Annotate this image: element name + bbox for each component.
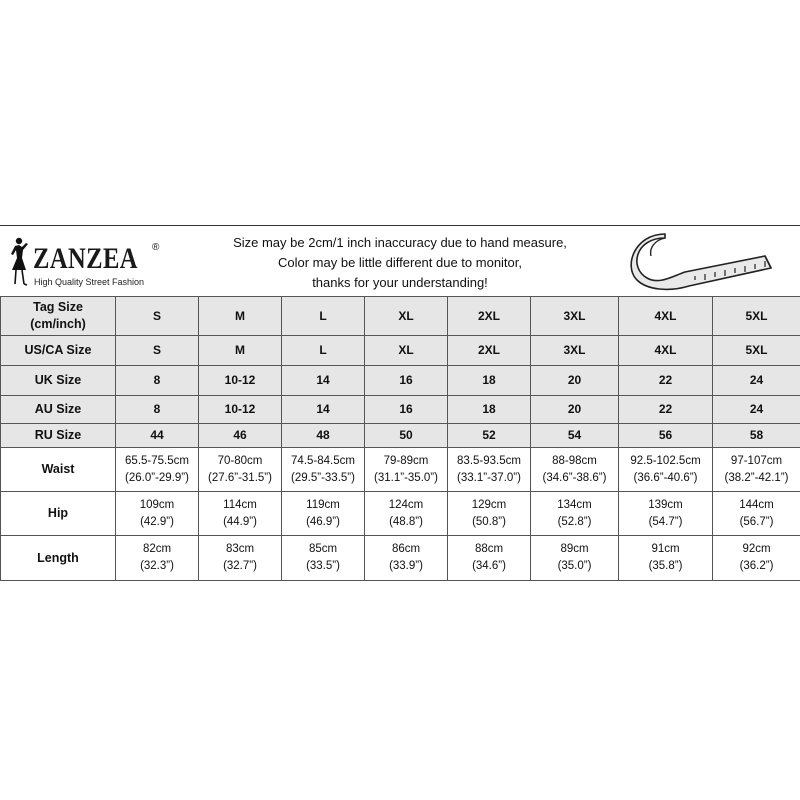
table-cell: 14	[282, 366, 365, 396]
table-cell: 16	[365, 396, 448, 424]
cell-text: (31.1”-35.0”)	[374, 471, 438, 484]
cell-text: 129cm	[471, 498, 507, 511]
table-cell	[365, 448, 448, 492]
table-cell: 10-12	[199, 396, 282, 424]
cell-text: 92.5-102.5cm	[630, 454, 701, 467]
cell-text: 114cm	[223, 498, 257, 511]
table-cell	[365, 536, 448, 581]
cell-text: 124cm	[388, 498, 424, 511]
cell-text: (33.1”-37.0”)	[457, 471, 521, 484]
row-header-text: Hip	[47, 506, 69, 520]
cell-text: (42.9”)	[140, 515, 174, 528]
cell-text: (46.9”)	[306, 515, 340, 528]
cell-text: (50.8”)	[472, 515, 506, 528]
cell-text: (33.9”)	[389, 560, 423, 572]
measuring-tape-icon	[625, 228, 775, 292]
cell-text: 139cm	[648, 498, 683, 511]
cell-text: 86cm	[391, 543, 421, 555]
table-row	[1, 297, 800, 336]
cell-text: 134cm	[557, 498, 592, 511]
cell-text: 91cm	[651, 543, 680, 555]
table-cell: 16	[365, 366, 448, 396]
size-table	[0, 296, 800, 581]
table-cell: 44	[116, 424, 199, 448]
table-cell	[713, 448, 800, 492]
table-cell: 56	[619, 424, 713, 448]
table-cell: 2XL	[448, 297, 531, 336]
table-cell: 2XL	[448, 336, 531, 366]
table-cell: XL	[365, 297, 448, 336]
table-cell: 24	[713, 396, 800, 424]
row-header	[1, 396, 116, 424]
cell-text: (56.7”)	[739, 515, 774, 528]
cell-text: (33.5”)	[306, 560, 340, 572]
table-cell: 52	[448, 424, 531, 448]
cell-text: 92cm	[742, 543, 771, 555]
table-cell: 18	[448, 396, 531, 424]
table-cell: 58	[713, 424, 800, 448]
row-header-text: US/CA Size	[24, 343, 92, 357]
cell-text: 144cm	[739, 498, 774, 511]
cell-text: 82cm	[142, 543, 172, 555]
table-cell: S	[116, 297, 199, 336]
row-header	[1, 424, 116, 448]
cell-text: (26.0”-29.9”)	[125, 471, 189, 484]
row-header-text: Length	[37, 550, 79, 565]
table-cell	[365, 492, 448, 536]
table-cell	[199, 448, 282, 492]
table-cell	[531, 448, 619, 492]
cell-text: 89cm	[560, 543, 589, 555]
table-cell: 20	[531, 366, 619, 396]
table-cell	[619, 492, 713, 536]
row-header	[1, 366, 116, 396]
table-cell: 46	[199, 424, 282, 448]
cell-text: (34.6”)	[472, 560, 506, 572]
row-header-text: AU Size	[34, 402, 82, 416]
cell-text: (27.6”-31.5”)	[208, 471, 272, 484]
cell-text: 85cm	[308, 543, 338, 555]
row-header	[1, 448, 116, 492]
table-cell	[448, 536, 531, 581]
table-row	[1, 492, 800, 536]
table-cell: S	[116, 336, 199, 366]
cell-text: 83cm	[225, 543, 255, 555]
table-cell	[282, 448, 365, 492]
cell-text: 70-80cm	[217, 454, 263, 467]
table-row	[1, 536, 800, 581]
cell-text: 79-89cm	[383, 454, 429, 467]
table-cell: 8	[116, 396, 199, 424]
table-row	[1, 336, 800, 366]
table-cell: XL	[365, 336, 448, 366]
cell-text: (44.9”)	[223, 515, 257, 528]
cell-text: (52.8”)	[557, 515, 592, 528]
table-cell: 8	[116, 366, 199, 396]
table-cell	[531, 492, 619, 536]
size-chart	[0, 225, 800, 578]
table-cell	[619, 536, 713, 581]
cell-text: 97-107cm	[730, 454, 783, 467]
table-cell: 18	[448, 366, 531, 396]
table-cell	[448, 448, 531, 492]
table-cell: 5XL	[713, 297, 800, 336]
cell-text: 88-98cm	[552, 454, 597, 467]
table-row	[1, 366, 800, 396]
cell-text: 83.5-93.5cm	[457, 454, 521, 467]
cell-text: (34.6”-38.6”)	[542, 471, 607, 484]
table-row	[1, 448, 800, 492]
table-cell: 22	[619, 366, 713, 396]
table-cell	[713, 536, 800, 581]
measurement-notice	[205, 233, 595, 293]
table-cell	[531, 536, 619, 581]
table-cell: 24	[713, 366, 800, 396]
table-cell: 4XL	[619, 297, 713, 336]
table-cell	[199, 536, 282, 581]
row-header-text: RU Size	[34, 428, 82, 442]
cell-text: 109cm	[139, 498, 175, 511]
table-cell: L	[282, 336, 365, 366]
table-cell: 20	[531, 396, 619, 424]
table-cell: 54	[531, 424, 619, 448]
table-cell	[116, 448, 199, 492]
cell-text: (35.0”)	[557, 560, 592, 572]
cell-text: (32.3”)	[140, 560, 174, 572]
table-cell: M	[199, 297, 282, 336]
brand-name: ZANZEA	[33, 242, 138, 275]
table-cell	[282, 492, 365, 536]
row-header-text: UK Size	[34, 373, 82, 387]
table-row	[1, 396, 800, 424]
table-cell	[116, 492, 199, 536]
table-cell: L	[282, 297, 365, 336]
table-row	[1, 424, 800, 448]
row-header-text: Tag Size	[33, 300, 83, 314]
table-cell: 5XL	[713, 336, 800, 366]
cell-text: (54.7”)	[648, 515, 683, 528]
table-cell: 4XL	[619, 336, 713, 366]
table-cell: 50	[365, 424, 448, 448]
table-cell: M	[199, 336, 282, 366]
cell-text: (29.5”-33.5”)	[291, 471, 355, 484]
cell-text: (48.8”)	[389, 515, 423, 528]
table-cell: 14	[282, 396, 365, 424]
brand-tagline: High Quality Street Fashion	[34, 277, 145, 287]
chart-banner	[0, 226, 800, 296]
cell-text: (36.6”-40.6”)	[633, 471, 698, 484]
row-header-text: Waist	[41, 462, 75, 476]
table-cell: 10-12	[199, 366, 282, 396]
brand-logo	[6, 232, 176, 292]
table-cell	[199, 492, 282, 536]
notice-line: Color may be little different due to monitor,	[278, 255, 522, 270]
cell-text: 74.5-84.5cm	[291, 454, 355, 467]
row-header-text: (cm/inch)	[30, 317, 86, 331]
table-cell: 3XL	[531, 297, 619, 336]
notice-line: Size may be 2cm/1 inch inaccuracy due to hand measure,	[233, 235, 567, 250]
cell-text: (35.8”)	[648, 560, 683, 572]
row-header	[1, 492, 116, 536]
table-cell	[282, 536, 365, 581]
cell-text: 65.5-75.5cm	[125, 454, 189, 467]
registered-mark: ®	[152, 242, 160, 253]
cell-text: (38.2”-42.1”)	[724, 471, 789, 484]
row-header	[1, 336, 116, 366]
cell-text: 119cm	[306, 498, 340, 511]
table-cell	[116, 536, 199, 581]
cell-text: (36.2”)	[739, 560, 774, 572]
table-cell	[448, 492, 531, 536]
row-header	[1, 297, 116, 336]
table-cell: 3XL	[531, 336, 619, 366]
notice-line: thanks for your understanding!	[312, 275, 488, 290]
table-cell	[619, 448, 713, 492]
cell-text: (32.7”)	[223, 560, 257, 572]
cell-text: 88cm	[474, 543, 504, 555]
row-header	[1, 536, 116, 581]
table-cell: 22	[619, 396, 713, 424]
dress-silhouette-icon	[6, 236, 36, 288]
table-cell: 48	[282, 424, 365, 448]
table-cell	[713, 492, 800, 536]
